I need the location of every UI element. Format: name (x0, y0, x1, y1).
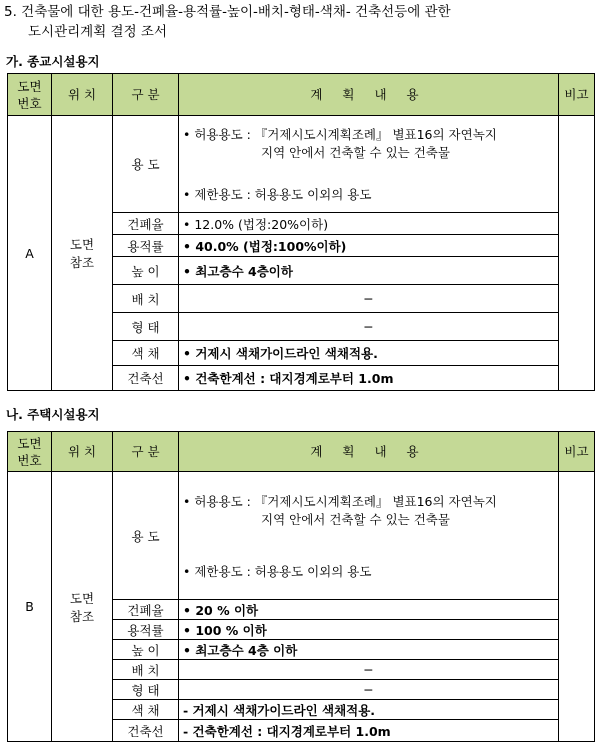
bcr-label-b: 건폐율 (113, 600, 179, 620)
use-allowed-a: • 허용용도 : 『거제시도시계획조례』 별표16의 자연녹지 (183, 127, 497, 142)
setback-value-a: • 건축한계선 : 대지경계로부터 1.0m (179, 366, 559, 391)
plan-table-b (7, 431, 595, 742)
layout-value-a: − (179, 285, 559, 313)
note-cell-b (559, 472, 595, 742)
color-value-b: - 거제시 색채가이드라인 색채적용. (179, 700, 559, 720)
bcr-label-a: 건폐율 (113, 213, 179, 235)
form-value-a: − (179, 313, 559, 341)
header-plan: 계 획 내 용 (179, 74, 559, 116)
header-location: 위 치 (52, 74, 113, 116)
use-allowed-cont-a: 지역 안에서 건축할 수 있는 건축물 (261, 145, 450, 160)
far-value-a: • 40.0% (법정:100%이하) (179, 235, 559, 257)
use-restricted-b: • 제한용도 : 허용용도 이외의 용도 (183, 563, 372, 579)
use-label-b: 용 도 (113, 472, 179, 600)
use-content-b (179, 472, 559, 600)
setback-label-a: 건축선 (113, 366, 179, 391)
color-value-a: • 거제시 색채가이드라인 색채적용. (179, 341, 559, 366)
section-title-a: 가. 종교시설용지 (6, 54, 100, 69)
use-allowed-b: • 허용용도 : 『거제시도시계획조례』 별표16의 자연녹지 (183, 493, 497, 509)
height-label-a: 높 이 (113, 257, 179, 285)
header-map-no: 도면 번호 (8, 74, 52, 116)
color-label-b: 색 채 (113, 700, 179, 720)
height-value-b: • 최고층수 4층 이하 (179, 640, 559, 660)
map-id-a: A (8, 116, 52, 391)
layout-label-b: 배 치 (113, 660, 179, 680)
header-map-no-b: 도면 번호 (8, 432, 52, 472)
form-label-b: 형 태 (113, 680, 179, 700)
far-label-b: 용적률 (113, 620, 179, 640)
location-b: 도면 참조 (52, 472, 113, 742)
bcr-value-a: • 12.0% (법정:20%이하) (179, 213, 559, 235)
section-title-b: 나. 주택시설용지 (6, 407, 100, 422)
height-value-a: • 최고층수 4층이하 (179, 257, 559, 285)
far-label-a: 용적률 (113, 235, 179, 257)
far-value-b: • 100 % 이하 (179, 620, 559, 640)
header-category-b: 구 분 (113, 432, 179, 472)
use-allowed-cont-b: 지역 안에서 건축할 수 있는 건축물 (261, 511, 450, 527)
map-id-b: B (8, 472, 52, 742)
setback-label-b: 건축선 (113, 720, 179, 742)
header-note-b: 비고 (559, 432, 595, 472)
header-plan-b: 계 획 내 용 (179, 432, 559, 472)
form-value-b: − (179, 680, 559, 700)
bcr-value-b: • 20 % 이하 (179, 600, 559, 620)
plan-table-a (7, 73, 595, 391)
use-content-a (179, 116, 559, 213)
header-category: 구 분 (113, 74, 179, 116)
height-label-b: 높 이 (113, 640, 179, 660)
document-heading (4, 2, 596, 42)
header-note: 비고 (559, 74, 595, 116)
color-label-a: 색 채 (113, 341, 179, 366)
header-location-b: 위 치 (52, 432, 113, 472)
form-label-a: 형 태 (113, 313, 179, 341)
heading-line-1: 5. 건축물에 대한 용도-건폐율-용적률-높이-배치-형태-색채- 건축선등에 관한 (4, 4, 451, 20)
location-a: 도면 참조 (52, 116, 113, 391)
heading-line-2: 도시관리계획 결정 조서 (28, 24, 167, 40)
setback-value-b: - 건축한계선 : 대지경계로부터 1.0m (179, 720, 559, 742)
note-cell-a (559, 116, 595, 391)
use-label-a: 용 도 (113, 116, 179, 213)
use-restricted-a: • 제한용도 : 허용용도 이외의 용도 (183, 187, 372, 202)
layout-label-a: 배 치 (113, 285, 179, 313)
layout-value-b: − (179, 660, 559, 680)
